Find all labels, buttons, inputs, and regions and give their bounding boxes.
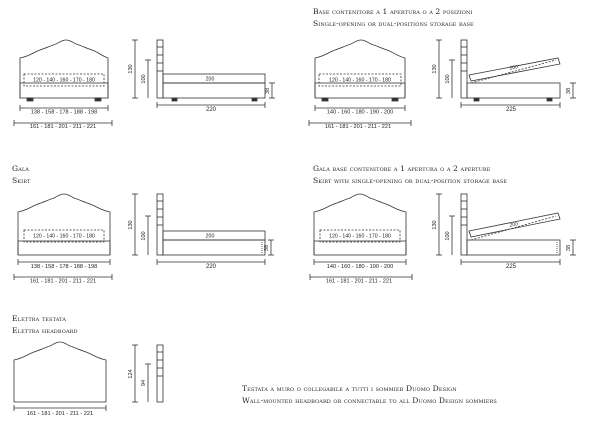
length-225: 225 [505, 107, 517, 113]
height-100: 100 [445, 74, 451, 84]
height-100: 100 [141, 74, 147, 84]
mattress-length: 200 [205, 76, 215, 83]
gala-bed-front-view [14, 194, 112, 285]
outer-width-dims: 161 - 181 - 201 - 211 - 221 [324, 124, 392, 130]
inner-width-dims: 138 - 158 - 178 - 188 - 198 [30, 264, 98, 270]
caption-gala-storage-en: Skirt with single-opening or dual-position storage base [313, 176, 508, 185]
bed-side-view [128, 40, 275, 113]
height-130: 130 [432, 64, 438, 74]
inner-width-dims: 138 - 158 - 178 - 188 - 198 [30, 109, 98, 116]
height-38: 38 [264, 244, 270, 252]
height-38: 38 [566, 244, 572, 252]
inner-width-dims: 140 - 160 - 180 - 190 - 200 [326, 264, 394, 270]
caption-gala-en: Skirt [12, 176, 31, 185]
height-124: 124 [128, 369, 134, 379]
caption-wall-en: Wall-mounted headboard or connectable to all Duomo Design sommiers [242, 396, 497, 405]
caption-wall-it: Testata a muro o collegabile a tutti i sommier Duomo Design [242, 384, 457, 393]
height-38: 38 [566, 87, 572, 95]
height-130: 130 [432, 220, 438, 230]
caption-storage-en: Single-opening or dual-positions storage base [313, 19, 474, 28]
height-130: 130 [128, 220, 134, 230]
headboard-front-view [14, 342, 106, 417]
mattress-length: 200 [509, 221, 519, 229]
mattress-dims: 120 - 140 - 160 - 170 - 180 [33, 77, 95, 84]
caption-gala-it: Gala [12, 164, 30, 173]
mattress-length: 200 [509, 64, 519, 72]
caption-gala-storage-it: Gala base contenitore a 1 apertura o a 2 aperture [313, 164, 491, 173]
gala-bed-side-view [128, 194, 274, 270]
storage-bed-front-view [309, 40, 411, 130]
height-100: 100 [445, 231, 451, 241]
mattress-dims: 120 - 140 - 160 - 170 - 180 [33, 233, 95, 240]
gala-storage-bed-side-view [432, 194, 576, 270]
height-100: 100 [141, 231, 147, 241]
gala-storage-bed-front-view [310, 194, 412, 285]
mattress-dims: 120 - 140 - 160 - 170 - 180 [329, 77, 391, 84]
storage-bed-side-view [432, 40, 576, 113]
height-130: 130 [128, 64, 134, 74]
caption-storage-it: Base contenitore a 1 apertura o a 2 posizioni [313, 7, 473, 16]
height-38: 38 [265, 87, 271, 95]
length-220: 220 [205, 107, 217, 113]
outer-width-dims: 161 - 181 - 201 - 211 - 221 [26, 411, 94, 417]
height-94: 94 [141, 379, 147, 387]
outer-width-dims: 161 - 181 - 201 - 211 - 221 [29, 278, 97, 285]
inner-width-dims: 140 - 160 - 180 - 190 - 200 [326, 109, 394, 116]
mattress-dims: 120 - 140 - 160 - 170 - 180 [329, 233, 391, 240]
headboard-side-view [128, 345, 163, 402]
bed-front-view [14, 40, 112, 130]
caption-headboard-it: Elettra testata [12, 314, 67, 323]
caption-headboard-en: Elettra headboard [12, 326, 78, 335]
mattress-length: 200 [205, 233, 215, 240]
outer-width-dims: 161 - 181 - 201 - 211 - 221 [325, 278, 393, 285]
length-225: 225 [505, 264, 517, 270]
length-220: 220 [205, 264, 217, 270]
outer-width-dims: 161 - 181 - 201 - 211 - 221 [29, 124, 97, 130]
